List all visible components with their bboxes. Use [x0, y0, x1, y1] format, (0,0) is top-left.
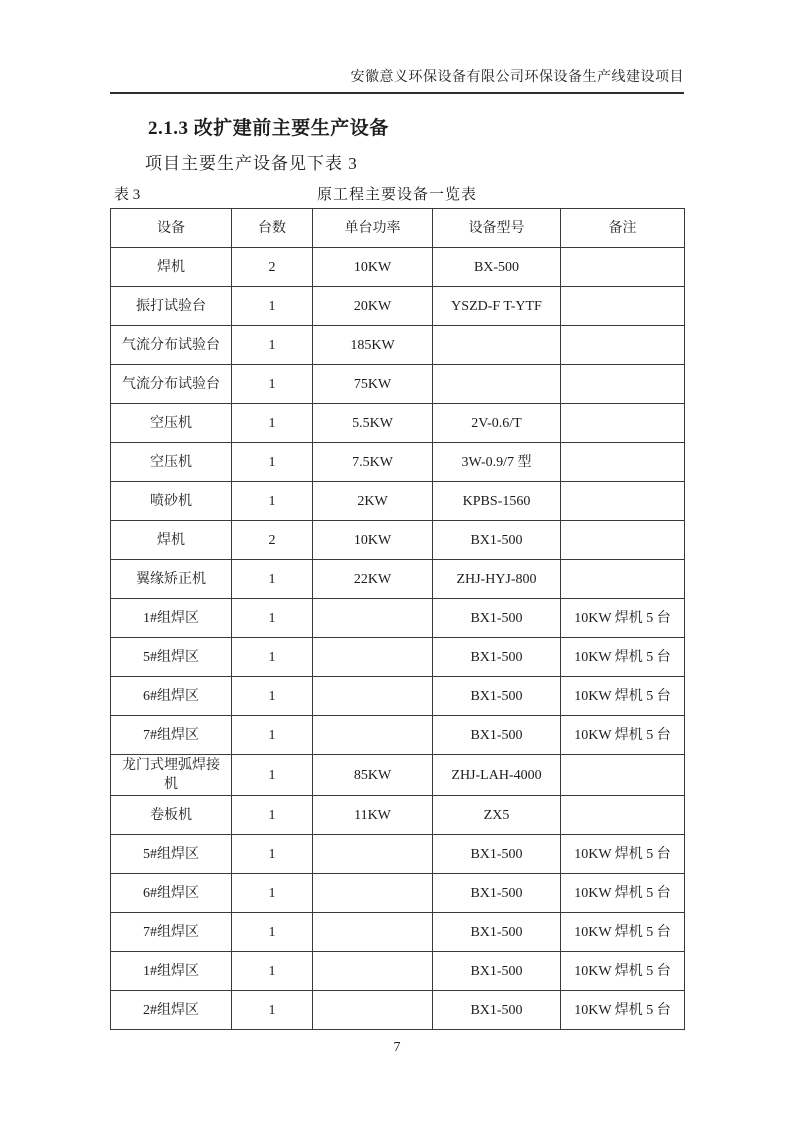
- table-cell: BX1-500: [433, 952, 561, 991]
- table-cell: BX1-500: [433, 716, 561, 755]
- column-header: 备注: [561, 209, 685, 248]
- column-header: 设备: [111, 209, 232, 248]
- section-heading: 2.1.3 改扩建前主要生产设备: [148, 118, 389, 139]
- table-cell: 7.5KW: [313, 443, 433, 482]
- table-cell: 1: [232, 796, 313, 835]
- table-cell: 1: [232, 599, 313, 638]
- table-cell: 1: [232, 560, 313, 599]
- table-cell: ZHJ-LAH-4000: [433, 755, 561, 796]
- table-cell: 1: [232, 874, 313, 913]
- table-cell: [561, 443, 685, 482]
- table-cell: [561, 482, 685, 521]
- table-cell: [313, 638, 433, 677]
- table-cell: [313, 874, 433, 913]
- table-cell: YSZD-F T-YTF: [433, 287, 561, 326]
- table-cell: 2V-0.6/T: [433, 404, 561, 443]
- table-cell: ZHJ-HYJ-800: [433, 560, 561, 599]
- table-title: 原工程主要设备一览表: [316, 187, 477, 203]
- table-row: [111, 716, 685, 755]
- table-cell: 10KW 焊机 5 台: [561, 638, 685, 677]
- table-row: [111, 913, 685, 952]
- table-row: [111, 560, 685, 599]
- table-cell: 3W-0.9/7 型: [433, 443, 561, 482]
- table-cell: BX-500: [433, 248, 561, 287]
- table-cell: 1: [232, 913, 313, 952]
- table-cell: BX1-500: [433, 991, 561, 1030]
- table-cell: 10KW 焊机 5 台: [561, 835, 685, 874]
- page-number: 7: [393, 1040, 401, 1055]
- table-body: [111, 248, 685, 1030]
- table-cell: 振打试验台: [111, 287, 232, 326]
- table-cell: BX1-500: [433, 599, 561, 638]
- equipment-table: [110, 208, 685, 1030]
- table-cell: BX1-500: [433, 521, 561, 560]
- table-cell: 1: [232, 991, 313, 1030]
- table-cell: [313, 952, 433, 991]
- table-cell: 空压机: [111, 443, 232, 482]
- table-cell: [313, 991, 433, 1030]
- table-cell: BX1-500: [433, 677, 561, 716]
- table-row: [111, 874, 685, 913]
- column-header: 设备型号: [433, 209, 561, 248]
- table-cell: 6#组焊区: [111, 677, 232, 716]
- table-cell: 1: [232, 952, 313, 991]
- table-cell: 空压机: [111, 404, 232, 443]
- table-cell: 1: [232, 326, 313, 365]
- table-cell: 10KW 焊机 5 台: [561, 677, 685, 716]
- intro-paragraph: 项目主要生产设备见下表 3: [145, 154, 358, 173]
- table-cell: 1: [232, 835, 313, 874]
- table-cell: 75KW: [313, 365, 433, 404]
- table-cell: 7#组焊区: [111, 913, 232, 952]
- table-cell: 2: [232, 521, 313, 560]
- table-cell: [313, 677, 433, 716]
- table-cell: 22KW: [313, 560, 433, 599]
- table-cell: 10KW 焊机 5 台: [561, 599, 685, 638]
- table-cell: [561, 326, 685, 365]
- table-row: [111, 755, 685, 796]
- table-cell: [561, 796, 685, 835]
- table-cell: 卷板机: [111, 796, 232, 835]
- table-cell: 1: [232, 482, 313, 521]
- table-cell: 1: [232, 677, 313, 716]
- table-cell: 6#组焊区: [111, 874, 232, 913]
- table-cell: 20KW: [313, 287, 433, 326]
- table-row: [111, 404, 685, 443]
- table-row: [111, 638, 685, 677]
- table-cell: 1#组焊区: [111, 599, 232, 638]
- table-cell: [313, 835, 433, 874]
- table-cell: KPBS-1560: [433, 482, 561, 521]
- table-cell: 1#组焊区: [111, 952, 232, 991]
- table-cell: 10KW: [313, 521, 433, 560]
- table-cell: BX1-500: [433, 913, 561, 952]
- table-cell: 1: [232, 716, 313, 755]
- table-cell: 焊机: [111, 521, 232, 560]
- table-cell: [313, 913, 433, 952]
- table-cell: 1: [232, 404, 313, 443]
- table-cell: 1: [232, 365, 313, 404]
- table-row: [111, 482, 685, 521]
- table-row: [111, 599, 685, 638]
- table-cell: [313, 716, 433, 755]
- table-row: [111, 365, 685, 404]
- table-row: [111, 248, 685, 287]
- table-cell: 10KW 焊机 5 台: [561, 913, 685, 952]
- table-row: [111, 991, 685, 1030]
- running-header: 安徽意义环保设备有限公司环保设备生产线建设项目: [110, 68, 684, 94]
- table-cell: [313, 599, 433, 638]
- column-header: 台数: [232, 209, 313, 248]
- table-caption: [110, 185, 684, 205]
- column-header: 单台功率: [313, 209, 433, 248]
- table-cell: 气流分布试验台: [111, 326, 232, 365]
- table-cell: 2KW: [313, 482, 433, 521]
- table-cell: 2: [232, 248, 313, 287]
- table-cell: 1: [232, 443, 313, 482]
- table-cell: 10KW 焊机 5 台: [561, 716, 685, 755]
- table-cell: 10KW 焊机 5 台: [561, 991, 685, 1030]
- table-cell: 11KW: [313, 796, 433, 835]
- table-cell: 喷砂机: [111, 482, 232, 521]
- table-row: [111, 796, 685, 835]
- table-cell: 龙门式埋弧焊接机: [111, 755, 232, 796]
- table-cell: 5.5KW: [313, 404, 433, 443]
- table-header-row: [111, 209, 685, 248]
- table-cell: 85KW: [313, 755, 433, 796]
- table-cell: 2#组焊区: [111, 991, 232, 1030]
- table-row: [111, 835, 685, 874]
- table-row: [111, 677, 685, 716]
- table-cell: BX1-500: [433, 835, 561, 874]
- table-cell: [561, 560, 685, 599]
- table-label: 表 3: [114, 187, 141, 203]
- table-cell: 1: [232, 287, 313, 326]
- table-cell: 185KW: [313, 326, 433, 365]
- table-cell: 5#组焊区: [111, 835, 232, 874]
- table-row: [111, 326, 685, 365]
- table-cell: [561, 755, 685, 796]
- table-cell: [561, 365, 685, 404]
- table-row: [111, 443, 685, 482]
- table-cell: 焊机: [111, 248, 232, 287]
- table-cell: [561, 248, 685, 287]
- table-cell: [561, 287, 685, 326]
- table-cell: [561, 404, 685, 443]
- table-row: [111, 287, 685, 326]
- table-cell: [561, 521, 685, 560]
- table-cell: 7#组焊区: [111, 716, 232, 755]
- table-cell: 5#组焊区: [111, 638, 232, 677]
- table-cell: 气流分布试验台: [111, 365, 232, 404]
- table-cell: BX1-500: [433, 874, 561, 913]
- table-row: [111, 521, 685, 560]
- table-cell: [433, 365, 561, 404]
- table-cell: 1: [232, 755, 313, 796]
- table-cell: 10KW: [313, 248, 433, 287]
- table-cell: 1: [232, 638, 313, 677]
- table-cell: BX1-500: [433, 638, 561, 677]
- table-row: [111, 952, 685, 991]
- table-cell: 10KW 焊机 5 台: [561, 874, 685, 913]
- table-cell: [433, 326, 561, 365]
- table-cell: 翼缘矫正机: [111, 560, 232, 599]
- table-cell: 10KW 焊机 5 台: [561, 952, 685, 991]
- table-cell: ZX5: [433, 796, 561, 835]
